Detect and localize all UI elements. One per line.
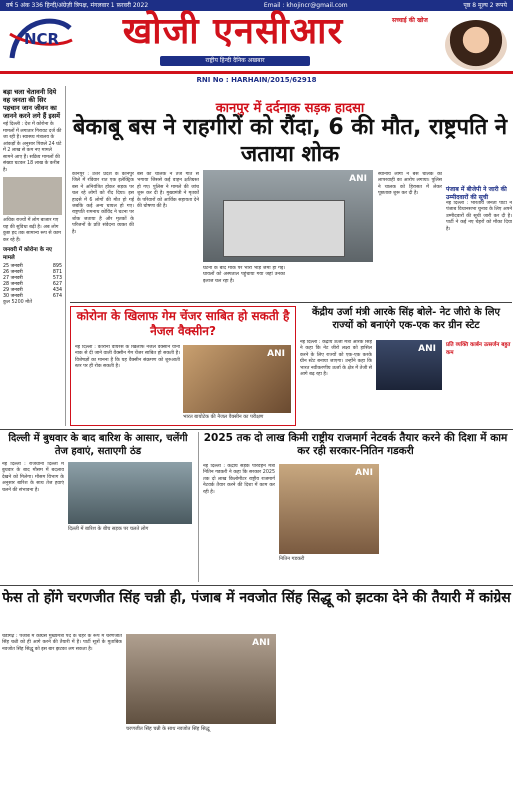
green-state-story: [300, 306, 512, 426]
right-column-head: पंजाब में बीजेपी ने जारी की उम्मीदवारों की सूची: [446, 186, 507, 201]
gadkari-photo: [279, 464, 379, 554]
right-column-text: नई दिल्ली : भारतीय जनता पार्टी ने पंजाब विधानसभा चुनाव के लिए अपने उम्मीदवारों की सूची जारी कर दी है। पार्टी ने कई नए चेहरों को मौका दिया है।: [446, 201, 512, 232]
lead-column-4: स्थानीय लोगों ने बस चालक की लापरवाही का आरोप लगाया। पुलिस ने चालक को हिरासत में लेकर पूछताछ शुरू कर दी है।: [378, 172, 442, 197]
photo-credit: ANI: [349, 174, 367, 184]
sidebar-total: कुल 5200 मौतें: [3, 300, 33, 305]
lead-kicker: कानपुर में दर्दनाक सड़क हादसा: [215, 101, 365, 116]
issue-info: वर्ष 5 अंक 336 हिन्दी/अंग्रेज़ी त्रिपक्ष, मंगलवार 1 फ़रवरी 2022: [6, 2, 149, 9]
punjab-photo: [126, 634, 276, 724]
table-row: 26 जनवरी 871: [3, 270, 62, 275]
corona-text: नई दिल्ली : कोरोना वायरस के खिलाफ नैजल वैक्सीन यानी नाक से दी जाने वाली वैक्सीन गेम चेंजर साबित हो सकती है। विशेषज्ञों का मानना है कि यह वैक्सीन संक्रमण को शुरुआती स्तर पर ही रोक सकती है।: [75, 345, 180, 370]
corona-headline[interactable]: कोरोना के खिलाफ गेम चेंजर साबित हो सकती है नैजल वैक्सीन?: [76, 309, 290, 338]
section-divider: [70, 302, 512, 303]
punjab-caption: चरणजीत सिंह चन्नी के साथ नवजोत सिंह सिद्धू: [126, 726, 210, 732]
gadkari-headline[interactable]: 2025 तक दो लाख किमी राष्ट्रीय राजमार्ग नेटवर्क तैयार करने की दिशा में काम कर रही सरकार-नितिन गडकरी: [203, 432, 508, 457]
delhi-caption: दिल्ली में बारिश के बीच सड़क पर चलते लोग: [68, 526, 149, 532]
photo-credit: ANI: [418, 344, 436, 354]
portrait-photo: [445, 20, 507, 70]
section-divider: [0, 585, 513, 586]
photo-credit: ANI: [267, 349, 285, 359]
table-row: 29 जनवरी 434: [3, 288, 62, 293]
rain-photo: [68, 462, 192, 524]
section-divider: [0, 429, 513, 430]
table-row: 30 जनवरी 674: [3, 294, 62, 299]
minister-photo: [376, 340, 442, 390]
green-headline[interactable]: केंद्रीय उर्जा मंत्री आरके सिंह बोले- नेट जीरो के लिए राज्यों को बनाएंगे एक-एक कर ग्रीन स्टेट: [311, 307, 501, 331]
newspaper-title: खोजी एनसीआर: [122, 11, 344, 52]
punjab-story: [2, 588, 511, 798]
delhi-text: नई दिल्ली : राजधानी दिल्ली में बुधवार के बाद मौसम में बदलाव देखने को मिलेगा। मौसम विभाग के अनुसार बारिश के साथ तेज हवाएं चलने की संभावना है।: [2, 462, 64, 493]
sidebar-table: [0, 264, 65, 300]
tagline: राष्ट्रीय हिन्दी दैनिक अखबार: [160, 56, 310, 66]
lead-column-2: बस को चालक ने तेज गति से भगाया जिससे कई वाहन क्षतिग्रस्त हो गए। पुलिस ने मामले की जांच शुरू कर दी है। मुख्यमंत्री ने मृतकों के परिवारों को आर्थिक सहायता देने की घोषणा की है।: [137, 172, 199, 210]
rni-number: RNI No : HARHAIN/2015/62918: [0, 74, 513, 86]
green-subhead: प्रति व्यक्ति कार्बन उत्सर्जन बहुत कम: [446, 342, 511, 356]
delhi-headline[interactable]: दिल्ली में बुधवार के बाद बारिश के आसार, चलेंगी तेज हवाएं, सताएगी ठंड: [8, 433, 188, 457]
green-text: नई दिल्ली : केंद्रीय ऊर्जा मंत्री आरके सिंह ने कहा कि नेट जीरो लक्ष्य को हासिल करने के लिए राज्यों को एक-एक करके ग्रीन स्टेट बनाया जाएगा। उन्होंने कहा कि भारत नवीकरणीय ऊर्जा के क्षेत्र में तेजी से आगे बढ़ रहा है।: [300, 340, 372, 378]
photo-credit: ANI: [252, 638, 270, 648]
logo-text: NCR: [24, 30, 60, 48]
ncr-logo: [6, 14, 78, 64]
gadkari-story: [198, 432, 512, 582]
left-sidebar: [0, 86, 66, 426]
sidebar-photo: [3, 177, 62, 215]
gadkari-text: नई दिल्ली : केंद्रीय सड़क परिवहन मंत्री नितिन गडकरी ने कहा कि सरकार 2025 तक दो लाख किलोमीटर राष्ट्रीय राजमार्ग नेटवर्क तैयार करने की दिशा में काम कर रही है।: [203, 464, 275, 495]
bus-accident-photo: [203, 170, 373, 262]
corona-caption: भारत बायोटेक की नैजल वैक्सीन का परीक्षण: [183, 414, 264, 420]
table-row: 27 जनवरी 573: [3, 276, 62, 281]
lead-column-1: कानपुर : उत्तर प्रदेश के कानपुर जिले में रविवार रात एक इलेक्ट्रिक बस ने अनियंत्रित होकर सड़क पर चल रहे लोगों को रौंद दिया। इस हादसे में 6 लोगों की मौत हो गई जबकि कई अन्य घायल हो गए। राष्ट्रपति रामनाथ कोविंद ने घटना पर शोक जताया है और मृतकों के परिजनों के प्रति संवेदना व्यक्त की है।: [72, 172, 134, 235]
punjab-headline[interactable]: फेस तो होंगे चरणजीत सिंह चन्नी ही, पंजाब में नवजोत सिंह सिद्धू को झटका देने की तैयारी में कांग्रेस: [2, 590, 511, 606]
punjab-text: चंडीगढ़ : पंजाब में कांग्रेस मुख्यमंत्री पद के चेहरे के रूप में चरणजीत सिंह चन्नी को ही आगे करने की तैयारी में है। पार्टी सूत्रों के मुताबिक नवजोत सिंह सिद्धू को इस बार झटका लग सकता है।: [2, 634, 122, 652]
lead-column-3: घटना के बाद मौके पर भारी भीड़ जमा हो गई। घायलों को अस्पताल पहुंचाया गया जहां उनका इलाज चल रहा है।: [203, 266, 285, 284]
price-info: पृष्ठ 8 मूल्य 2 रूपये: [463, 2, 507, 9]
sidebar-text: नई दिल्ली : देश में कोरोना के मामलों में लगातार गिरावट दर्ज की जा रही है। स्वास्थ्य मंत्रालय के आंकड़ों के अनुसार पिछले 24 घंटे में 2 लाख से कम नए मामले सामने आए हैं। सक्रिय मामलों की संख्या घटकर 18 लाख के करीब है।: [3, 122, 62, 173]
sidebar-table-title: जनवरी में कोरोना के नए मामले: [3, 247, 52, 261]
corona-story: [70, 306, 296, 426]
right-column: [446, 186, 512, 316]
photo-credit: ANI: [355, 468, 373, 478]
vaccine-photo: [183, 345, 291, 413]
gadkari-caption: नितिन गडकरी: [279, 556, 305, 562]
delhi-weather-story: [2, 432, 194, 582]
motto: सच्चाई की खोज: [392, 17, 428, 24]
sidebar-text-2: अधिक राज्यों में लोग बाजार गए यह की सुविधा बढ़ी है। अब लोग कुछ हद तक सामान्य रूप से काम कर रहे हैं।: [3, 218, 61, 243]
email-text[interactable]: Email : khojincr@gmail.com: [263, 2, 348, 9]
table-row: 25 जनवरी 895: [3, 264, 62, 269]
table-row: 28 जनवरी 627: [3, 282, 62, 287]
lead-headline[interactable]: बेकाबू बस ने राहगीरों को रौंदा, 6 की मौत, राष्ट्रपति ने जताया शोक: [72, 115, 508, 167]
bus-shape: [223, 200, 345, 257]
sidebar-headline: बड़ा चला चेतावनी दिये वह जनता की सिर पहचान जान जीवन का जानने करने लगे हैं इसमें: [3, 88, 61, 120]
